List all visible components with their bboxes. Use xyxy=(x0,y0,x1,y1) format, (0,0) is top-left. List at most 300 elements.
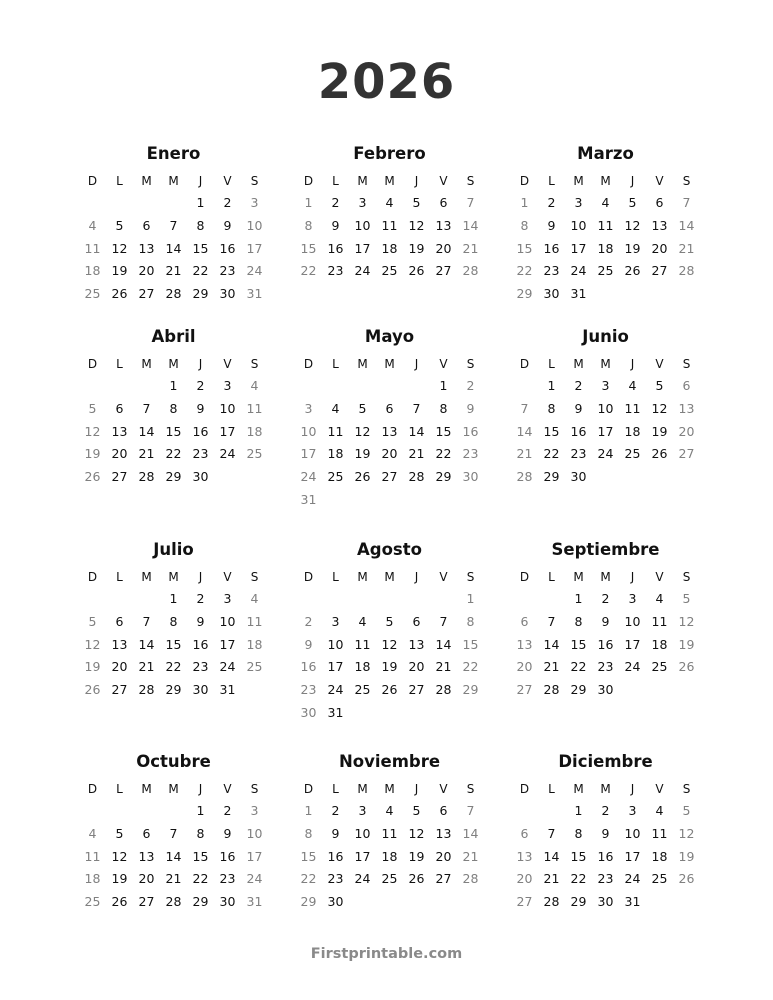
weekday-header: L xyxy=(116,570,123,584)
day-cell: 6 xyxy=(385,400,394,416)
day-cell: 27 xyxy=(516,682,533,698)
day-cell: 18 xyxy=(327,446,344,462)
day-cell: 3 xyxy=(628,803,637,818)
week-row xyxy=(295,238,484,261)
day-cell: 27 xyxy=(516,894,533,910)
day-cell: 4 xyxy=(331,400,340,416)
day-cell: 23 xyxy=(219,871,236,887)
day-cell: 5 xyxy=(115,825,124,841)
day-cell: 8 xyxy=(169,400,178,416)
weekday-header: M xyxy=(384,174,395,188)
day-cell: 6 xyxy=(412,613,421,629)
day-cell: 18 xyxy=(354,659,371,675)
weekday-header: M xyxy=(573,570,584,584)
day-cell: 17 xyxy=(300,446,317,462)
weekday-header: S xyxy=(682,357,691,371)
day-cell: 19 xyxy=(111,263,128,279)
day-cell: 1 xyxy=(574,591,583,606)
weekday-header-row xyxy=(295,353,484,375)
day-cell: 12 xyxy=(111,240,128,256)
day-cell: 20 xyxy=(651,240,668,256)
day-cell: 23 xyxy=(327,871,344,887)
day-cell: 31 xyxy=(570,286,587,302)
day-cell: 7 xyxy=(466,803,475,818)
weekday-header: L xyxy=(548,357,555,371)
day-cell: 12 xyxy=(408,825,425,841)
day-cell: 7 xyxy=(142,613,151,629)
week-row xyxy=(511,238,700,261)
day-cell: 27 xyxy=(381,469,398,485)
day-cell: 1 xyxy=(304,195,313,210)
day-cell: 4 xyxy=(655,803,664,818)
day-cell: 14 xyxy=(165,240,182,256)
empty-day-cell xyxy=(106,588,133,611)
empty-day-cell xyxy=(160,192,187,215)
day-cell: 1 xyxy=(439,378,448,393)
weekday-header: M xyxy=(573,782,584,796)
week-row xyxy=(511,192,700,215)
day-cell: 17 xyxy=(327,659,344,675)
day-cell: 2 xyxy=(601,803,610,818)
day-cell: 13 xyxy=(678,400,695,416)
empty-day-cell xyxy=(646,283,673,306)
empty-day-cell xyxy=(106,192,133,215)
day-cell: 27 xyxy=(138,286,155,302)
day-cell: 18 xyxy=(84,871,101,887)
day-cell: 9 xyxy=(331,217,340,233)
day-cell: 19 xyxy=(678,636,695,652)
day-cell: 10 xyxy=(300,423,317,439)
day-cell: 9 xyxy=(304,636,313,652)
day-cell: 6 xyxy=(682,378,691,393)
day-cell: 3 xyxy=(574,195,583,210)
day-cell: 30 xyxy=(192,682,209,698)
empty-day-cell xyxy=(673,679,700,702)
month-name: Marzo xyxy=(577,144,634,163)
week-row xyxy=(79,466,268,489)
day-cell: 9 xyxy=(547,217,556,233)
weekday-header: S xyxy=(466,570,475,584)
day-cell: 1 xyxy=(196,803,205,818)
day-cell: 30 xyxy=(219,894,236,910)
day-cell: 5 xyxy=(358,400,367,416)
day-cell: 29 xyxy=(570,682,587,698)
day-cell: 5 xyxy=(412,195,421,210)
day-cell: 9 xyxy=(196,613,205,629)
day-cell: 7 xyxy=(169,825,178,841)
weekday-header: V xyxy=(223,570,232,584)
day-cell: 20 xyxy=(138,263,155,279)
empty-day-cell xyxy=(511,800,538,823)
weekday-header: D xyxy=(519,782,530,796)
day-cell: 2 xyxy=(574,378,583,393)
day-cell: 30 xyxy=(192,469,209,485)
empty-day-cell xyxy=(376,702,403,725)
month-name: Abril xyxy=(151,327,196,346)
day-cell: 28 xyxy=(138,469,155,485)
week-row xyxy=(79,192,268,215)
day-cell: 14 xyxy=(543,636,560,652)
day-cell: 27 xyxy=(651,263,668,279)
day-cell: 3 xyxy=(601,378,610,393)
day-cell: 1 xyxy=(169,378,178,393)
weekday-header: L xyxy=(116,357,123,371)
day-cell: 22 xyxy=(192,871,209,887)
day-cell: 17 xyxy=(219,636,236,652)
day-cell: 31 xyxy=(624,894,641,910)
week-row xyxy=(295,489,484,512)
day-cell: 12 xyxy=(678,613,695,629)
day-cell: 3 xyxy=(304,400,313,416)
day-cell: 23 xyxy=(219,263,236,279)
day-cell: 15 xyxy=(192,848,209,864)
month-block xyxy=(511,142,700,306)
day-cell: 2 xyxy=(331,195,340,210)
day-cell: 19 xyxy=(408,240,425,256)
day-cell: 4 xyxy=(358,613,367,629)
week-row xyxy=(295,215,484,238)
day-cell: 10 xyxy=(219,613,236,629)
week-row xyxy=(295,702,484,725)
day-cell: 20 xyxy=(435,240,452,256)
week-row xyxy=(511,398,700,421)
day-cell: 20 xyxy=(516,659,533,675)
day-cell: 27 xyxy=(408,682,425,698)
day-cell: 14 xyxy=(678,217,695,233)
empty-day-cell xyxy=(349,489,376,512)
week-row xyxy=(295,398,484,421)
day-cell: 4 xyxy=(88,825,97,841)
day-cell: 20 xyxy=(381,446,398,462)
empty-day-cell xyxy=(79,192,106,215)
day-cell: 6 xyxy=(115,400,124,416)
day-cell: 16 xyxy=(462,423,479,439)
day-cell: 11 xyxy=(651,613,668,629)
day-cell: 20 xyxy=(408,659,425,675)
day-cell: 22 xyxy=(543,446,560,462)
weekday-header: M xyxy=(168,357,179,371)
day-cell: 14 xyxy=(138,636,155,652)
day-cell: 16 xyxy=(300,659,317,675)
week-row xyxy=(511,466,700,489)
day-cell: 24 xyxy=(219,446,236,462)
day-cell: 25 xyxy=(624,446,641,462)
month-name: Septiembre xyxy=(551,540,660,559)
day-cell: 5 xyxy=(88,400,97,416)
day-cell: 23 xyxy=(192,446,209,462)
day-cell: 17 xyxy=(597,423,614,439)
day-cell: 10 xyxy=(246,825,263,841)
empty-day-cell xyxy=(133,192,160,215)
day-cell: 26 xyxy=(678,659,695,675)
weekday-header: S xyxy=(682,174,691,188)
day-cell: 13 xyxy=(111,636,128,652)
day-cell: 17 xyxy=(570,240,587,256)
day-cell: 28 xyxy=(543,894,560,910)
week-row xyxy=(79,846,268,869)
day-cell: 23 xyxy=(570,446,587,462)
weekday-header: D xyxy=(87,782,98,796)
weekday-header: S xyxy=(250,174,259,188)
day-cell: 7 xyxy=(439,613,448,629)
weekday-header: M xyxy=(600,357,611,371)
week-row xyxy=(295,421,484,444)
month-name: Noviembre xyxy=(338,752,441,771)
day-cell: 6 xyxy=(439,195,448,210)
weekday-header: D xyxy=(87,570,98,584)
weekday-header: L xyxy=(548,174,555,188)
day-cell: 22 xyxy=(570,659,587,675)
week-row xyxy=(79,398,268,421)
day-cell: 21 xyxy=(165,871,182,887)
weekday-header: J xyxy=(630,782,635,796)
empty-day-cell xyxy=(403,702,430,725)
day-cell: 16 xyxy=(327,848,344,864)
empty-day-cell xyxy=(646,891,673,914)
week-row xyxy=(79,588,268,611)
day-cell: 12 xyxy=(84,423,101,439)
day-cell: 24 xyxy=(354,871,371,887)
day-cell: 25 xyxy=(381,263,398,279)
weekday-header: D xyxy=(303,570,314,584)
day-cell: 16 xyxy=(597,636,614,652)
day-cell: 26 xyxy=(678,871,695,887)
day-cell: 20 xyxy=(435,848,452,864)
day-cell: 25 xyxy=(327,469,344,485)
weekday-header: V xyxy=(439,782,448,796)
day-cell: 30 xyxy=(543,286,560,302)
empty-day-cell xyxy=(538,800,565,823)
day-cell: 25 xyxy=(84,286,101,302)
day-cell: 10 xyxy=(597,400,614,416)
day-cell: 29 xyxy=(570,894,587,910)
weekday-header: V xyxy=(223,782,232,796)
weekday-header: S xyxy=(466,782,475,796)
weekday-header-row xyxy=(511,778,700,800)
week-row xyxy=(511,656,700,679)
weekday-header: J xyxy=(414,782,419,796)
weekday-header: S xyxy=(250,782,259,796)
weekday-header: M xyxy=(573,174,584,188)
empty-day-cell xyxy=(79,375,106,398)
empty-day-cell xyxy=(160,800,187,823)
day-cell: 15 xyxy=(165,423,182,439)
day-cell: 28 xyxy=(435,682,452,698)
day-cell: 29 xyxy=(192,286,209,302)
day-cell: 17 xyxy=(246,240,263,256)
day-cell: 26 xyxy=(111,894,128,910)
weekday-header: V xyxy=(655,570,664,584)
weekday-header: J xyxy=(630,570,635,584)
day-cell: 15 xyxy=(192,240,209,256)
weekday-header: J xyxy=(198,570,203,584)
day-cell: 27 xyxy=(138,894,155,910)
day-cell: 21 xyxy=(543,871,560,887)
day-cell: 9 xyxy=(466,400,475,416)
day-cell: 14 xyxy=(462,217,479,233)
empty-day-cell xyxy=(241,466,268,489)
day-cell: 22 xyxy=(570,871,587,887)
day-cell: 5 xyxy=(385,613,394,629)
weekday-header-row xyxy=(79,170,268,192)
day-cell: 27 xyxy=(111,469,128,485)
day-cell: 12 xyxy=(408,217,425,233)
day-cell: 4 xyxy=(385,803,394,818)
day-cell: 15 xyxy=(570,636,587,652)
empty-day-cell xyxy=(592,283,619,306)
day-cell: 7 xyxy=(682,195,691,210)
month-name: Mayo xyxy=(364,327,415,346)
week-row xyxy=(511,588,700,611)
day-cell: 29 xyxy=(462,682,479,698)
weekday-header: M xyxy=(357,570,368,584)
day-cell: 12 xyxy=(111,848,128,864)
day-cell: 2 xyxy=(601,591,610,606)
day-cell: 15 xyxy=(570,848,587,864)
day-cell: 20 xyxy=(516,871,533,887)
day-cell: 19 xyxy=(678,848,695,864)
day-cell: 24 xyxy=(624,659,641,675)
weekday-header: M xyxy=(168,174,179,188)
day-cell: 9 xyxy=(223,825,232,841)
month-block xyxy=(79,538,268,702)
day-cell: 4 xyxy=(250,591,259,606)
day-cell: 4 xyxy=(655,591,664,606)
day-cell: 6 xyxy=(520,613,529,629)
day-cell: 26 xyxy=(84,469,101,485)
day-cell: 23 xyxy=(300,682,317,698)
day-cell: 24 xyxy=(219,659,236,675)
day-cell: 19 xyxy=(354,446,371,462)
day-cell: 10 xyxy=(327,636,344,652)
day-cell: 14 xyxy=(462,825,479,841)
day-cell: 22 xyxy=(435,446,452,462)
week-row xyxy=(295,588,484,611)
day-cell: 1 xyxy=(169,591,178,606)
day-cell: 22 xyxy=(462,659,479,675)
week-row xyxy=(511,634,700,657)
day-cell: 7 xyxy=(547,825,556,841)
day-cell: 7 xyxy=(142,400,151,416)
empty-day-cell xyxy=(241,679,268,702)
day-cell: 22 xyxy=(516,263,533,279)
day-cell: 9 xyxy=(331,825,340,841)
day-cell: 29 xyxy=(516,286,533,302)
empty-day-cell xyxy=(349,702,376,725)
weekday-header: J xyxy=(630,174,635,188)
day-cell: 7 xyxy=(466,195,475,210)
week-row xyxy=(511,891,700,914)
weekday-header: L xyxy=(332,782,339,796)
day-cell: 3 xyxy=(358,803,367,818)
day-cell: 7 xyxy=(547,613,556,629)
day-cell: 12 xyxy=(678,825,695,841)
empty-day-cell xyxy=(322,375,349,398)
month-name: Octubre xyxy=(136,752,211,771)
weekday-header: D xyxy=(519,174,530,188)
day-cell: 11 xyxy=(84,848,101,864)
week-row xyxy=(295,466,484,489)
day-cell: 11 xyxy=(624,400,641,416)
weekday-header: M xyxy=(168,782,179,796)
day-cell: 1 xyxy=(196,195,205,210)
day-cell: 3 xyxy=(358,195,367,210)
day-cell: 27 xyxy=(435,263,452,279)
weekday-header: M xyxy=(141,174,152,188)
day-cell: 14 xyxy=(165,848,182,864)
week-row xyxy=(79,443,268,466)
day-cell: 21 xyxy=(462,848,479,864)
day-cell: 10 xyxy=(570,217,587,233)
day-cell: 24 xyxy=(246,263,263,279)
empty-day-cell xyxy=(403,588,430,611)
day-cell: 13 xyxy=(408,636,425,652)
empty-day-cell xyxy=(133,375,160,398)
empty-day-cell xyxy=(457,702,484,725)
weekday-header-row xyxy=(79,778,268,800)
day-cell: 13 xyxy=(138,848,155,864)
empty-day-cell xyxy=(619,679,646,702)
day-cell: 22 xyxy=(300,871,317,887)
day-cell: 21 xyxy=(462,240,479,256)
weekday-header: V xyxy=(223,357,232,371)
day-cell: 7 xyxy=(520,400,529,416)
day-cell: 28 xyxy=(408,469,425,485)
week-row xyxy=(295,800,484,823)
day-cell: 9 xyxy=(601,613,610,629)
day-cell: 11 xyxy=(597,217,614,233)
weekday-header: M xyxy=(141,357,152,371)
week-row xyxy=(295,823,484,846)
day-cell: 4 xyxy=(601,195,610,210)
week-row xyxy=(511,260,700,283)
year-title: 2026 xyxy=(317,54,456,110)
day-cell: 24 xyxy=(597,446,614,462)
empty-day-cell xyxy=(376,891,403,914)
week-row xyxy=(511,215,700,238)
day-cell: 12 xyxy=(624,217,641,233)
month-block xyxy=(79,750,268,914)
day-cell: 16 xyxy=(192,636,209,652)
day-cell: 12 xyxy=(381,636,398,652)
day-cell: 25 xyxy=(597,263,614,279)
day-cell: 27 xyxy=(111,682,128,698)
day-cell: 30 xyxy=(219,286,236,302)
day-cell: 13 xyxy=(435,825,452,841)
day-cell: 14 xyxy=(516,423,533,439)
day-cell: 19 xyxy=(651,423,668,439)
empty-day-cell xyxy=(592,466,619,489)
weekday-header: D xyxy=(519,357,530,371)
day-cell: 8 xyxy=(196,217,205,233)
day-cell: 13 xyxy=(435,217,452,233)
day-cell: 13 xyxy=(138,240,155,256)
day-cell: 26 xyxy=(651,446,668,462)
month-block xyxy=(511,750,700,914)
day-cell: 2 xyxy=(466,378,475,393)
weekday-header: L xyxy=(548,782,555,796)
empty-day-cell xyxy=(376,375,403,398)
day-cell: 29 xyxy=(543,469,560,485)
day-cell: 18 xyxy=(246,636,263,652)
month-name: Agosto xyxy=(357,540,422,559)
weekday-header: M xyxy=(168,570,179,584)
day-cell: 29 xyxy=(435,469,452,485)
week-row xyxy=(511,443,700,466)
weekday-header-row xyxy=(79,353,268,375)
day-cell: 13 xyxy=(651,217,668,233)
day-cell: 18 xyxy=(597,240,614,256)
